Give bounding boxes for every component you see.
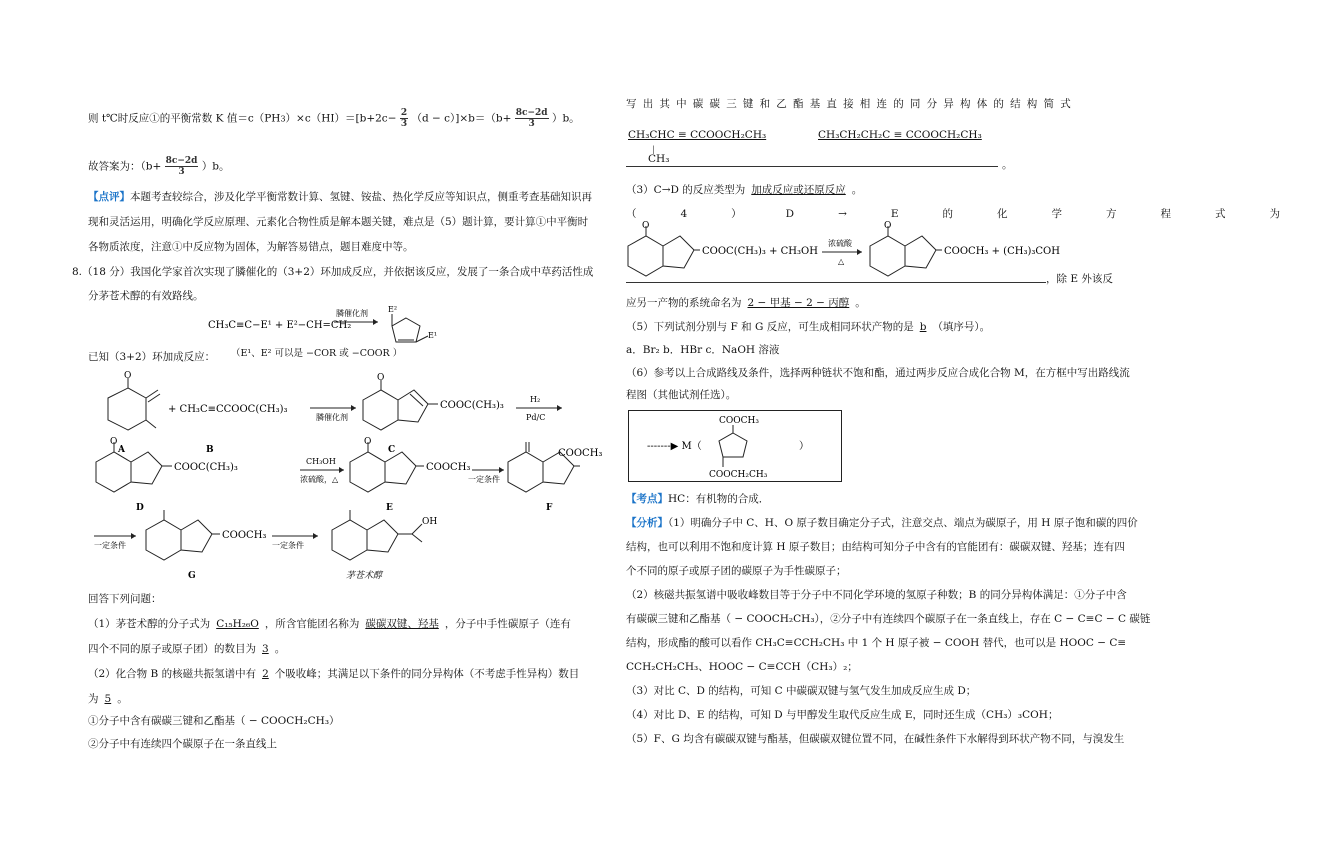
e2-label: E² [388, 305, 398, 314]
compound-d-ring5 [131, 452, 162, 484]
answer-functional-groups: 碳碳双键、羟基 [365, 618, 439, 630]
right-q6-line-2: 程图（其他试剂任选）。 [626, 389, 737, 401]
analysis-line-10: （5）F、G 均含有碳碳双键与酯基，但碳碳双键位置不同，在碱性条件下水解得到环状产物不同，与溴发生 [626, 733, 1125, 745]
question-8-line-2: 分茅苍术醇的有效路线。 [88, 290, 204, 302]
compound-c-ring5 [398, 390, 428, 422]
fraction-8c-2d: $\frac{8c-2d}{3}$ [515, 108, 548, 129]
arrow-head [313, 533, 318, 539]
compound-e-ring5 [385, 452, 416, 484]
isomer-2: CH₃CH₂CH₂C ≡ CCOOCH₂CH₃ [818, 129, 982, 141]
compound-c-ester: COOC(CH₃)₃ [440, 400, 504, 411]
answer-rule [626, 166, 998, 167]
answer-system-name: 2 − 甲基 − 2 − 丙醇 [747, 297, 850, 309]
answer-line: 故答案为：（b+ $\frac{8c-2d}{3}$ ）b。 [88, 156, 230, 177]
analysis-line-2: 结构，也可以利用不饱和度计算 H 原子数目；由结构可知分子中含有的官能团有：碳碳双键、羟基；连有四 [626, 541, 1125, 553]
eq-d-ring6 [628, 236, 663, 276]
label-e: E [386, 503, 393, 513]
compound-e-ester: COOCH₃ [426, 462, 471, 473]
methanol-label: CH₃OH [306, 457, 336, 466]
h2-label: H₂ [530, 395, 541, 404]
analysis-line-5: 有碳碳三键和乙酯基（ − COOCH₂CH₃），②分子中有连续四个碳原子在一条直线上，存在 C − C≡C − C 碳链 [626, 613, 1151, 625]
answer-period: 。 [1002, 159, 1013, 171]
answer-2-line-1: （2）化合物 B 的核磁共振氢谱中有 2 个吸收峰；其满足以下条件的同分异构体（不考虑手性异构）数目 [88, 668, 580, 680]
compound-d-ester: COOC(CH₃)₃ [174, 462, 238, 473]
eq-d-ring5 [663, 236, 694, 268]
route-answer-box[interactable] [628, 410, 842, 482]
compound-d-ring6 [96, 452, 131, 492]
right-q5-options: a．Br₂ b．HBr c．NaOH 溶液 [626, 344, 780, 356]
answer-2-line-2: 为 5 。 [88, 693, 128, 705]
compound-m-structure [629, 411, 841, 481]
compound-c-ring6 [363, 390, 398, 430]
box-m-label: -------▶ M（ [647, 441, 702, 452]
answer-nmr-peaks: 2 [262, 668, 269, 680]
final-ring5 [367, 520, 398, 552]
equation-products: COOCH₃ + (CH₃)₃COH [944, 246, 1060, 257]
eq-e-ring5 [905, 236, 936, 268]
label-f: F [546, 503, 553, 513]
compound-g-ring5 [181, 520, 212, 552]
box-ester-top: COOCH₃ [719, 416, 759, 426]
oxygen-a: O [124, 371, 132, 381]
arrow-head [499, 467, 504, 473]
condition-1: ①分子中含有碳碳三键和乙酯基（ − COOCH₂CH₃） [88, 715, 340, 727]
arrow-head [131, 533, 136, 539]
final-ring6 [332, 520, 367, 560]
analysis-line-1: 【分析】（1）明确分子中 C、H、O 原子数目确定分子式，注意交点、端点为碳原子，用 H 原子饱和碳的四价 [626, 517, 1138, 529]
oxygen-c: O [377, 373, 385, 383]
arrow-head [557, 405, 562, 411]
equilibrium-line: 则 t℃时反应①的平衡常数 K 值＝c（PH3）×c（HI）＝[b+2c− $\frac{2}{3}$ （d − c）]×b＝（b+ $\frac{8c-2d}{3}$ ）b。 [88, 108, 580, 129]
analysis-line-8: （3）对比 C、D 的结构，可知 C 中碳碳双键与氢气发生加成反应生成 D； [626, 685, 977, 697]
answer-reagent: b [919, 321, 927, 333]
right-q4-tail: ，除 E 外该反 [1046, 273, 1113, 285]
key-point-tag: 【考点】 [626, 493, 668, 505]
compound-b-formula: + CH₃C≡CCOOC(CH₃)₃ [168, 404, 288, 415]
c-double-bond [410, 394, 423, 406]
isomer-1: CH₃CHC ≡ CCOOCH₂CH₃ [628, 129, 767, 141]
final-product-label: 茅苍术醇 [346, 571, 383, 581]
equation-reactants: COOC(CH₃)₃ + CH₃OH [702, 246, 818, 257]
e-note: （E¹、E² 可以是 −COR 或 −COOR ） [231, 348, 403, 359]
box-ester-bottom: COOCH₂CH₃ [709, 470, 768, 480]
acid-label: 浓硫酸，△ [300, 475, 339, 484]
answer-formula: C₁₅H₂₆O [216, 618, 259, 630]
label-b: B [206, 445, 214, 455]
arrow-head [351, 405, 356, 411]
equation-heat: △ [838, 257, 845, 266]
compound-f-ring6 [508, 452, 543, 492]
right-q3: （3）C→D 的反应类型为 加成反应或还原反应 。 [626, 184, 863, 196]
review-tag: 【点评】 [88, 191, 130, 203]
equation-rule [626, 282, 1046, 283]
right-q4-naming: 应另一产物的系统命名为 2 − 甲基 − 2 − 丙醇 。 [626, 297, 866, 309]
compound-e-ring6 [350, 452, 385, 492]
label-g: G [188, 571, 196, 581]
eq-d-oxygen: O [642, 221, 650, 231]
final-oh-bond [412, 524, 422, 534]
pdc-label: Pd/C [526, 413, 546, 422]
methyl-a [146, 420, 156, 428]
synthesis-row-2 [88, 437, 608, 515]
condition-2: ②分子中有连续四个碳原子在一条直线上 [88, 738, 277, 750]
arrow-head [857, 249, 862, 255]
box-cyclopentane [719, 433, 747, 457]
arrow-head [339, 467, 344, 473]
arrow-head [373, 319, 378, 325]
condition-label-fg: 一定条件 [94, 541, 126, 550]
compound-a-ring [108, 388, 146, 430]
synthesis-row-3 [88, 508, 608, 588]
eq-e-ring6 [870, 236, 905, 276]
general-reactants: CH₃C≡C−E¹ + E²−CH=CH₂ [208, 320, 352, 331]
analysis-line-7: CCH₂CH₂CH₃、HOOC − C≡CCH（CH₃）₂； [626, 661, 858, 673]
known-label: 已知（3+2）环加成反应： [88, 351, 216, 363]
compound-g-ester: COOCH₃ [222, 530, 267, 541]
analysis-line-4: （2）核磁共振氢谱中吸收峰数目等于分子中不同化学环境的氢原子种数；B 的同分异构体满足：①分子中含 [626, 589, 1127, 601]
final-me-bond [412, 534, 422, 542]
compound-f-ester: COOCH₃ [558, 448, 603, 459]
fraction-2-3: $\frac{2}{3}$ [400, 108, 408, 129]
box-close-paren: ） [799, 441, 809, 452]
answer-intro: 回答下列问题： [88, 593, 162, 605]
analysis-tag: 【分析】 [626, 517, 668, 529]
answer-1-line-1: （1）茅苍术醇的分子式为 C₁₅H₂₆O ，所含官能团名称为 碳碳双键、羟基 ，分子中手性碳原子（连有 [88, 618, 571, 630]
hydroxyl-label: OH [422, 517, 438, 527]
review-line-3: 各物质浓度，注意①中反应物为固体，为解答易错点，题目难度中等。 [88, 241, 414, 253]
right-line-1: 写出其中碳碳三键和乙酯基直接相连的同分异构体的结构简式 [626, 98, 1077, 110]
eq-e-oxygen: O [884, 221, 892, 231]
condition-label: 一定条件 [468, 475, 500, 484]
equation-catalyst: 浓硫酸 [828, 239, 852, 248]
answer-isomer-count: 5 [104, 693, 112, 705]
question-8-line-1: 8.（18 分）我国化学家首次实现了膦催化的（3+2）环加成反应，并依据该反应，发展了一条合成中草药活性成 [72, 266, 594, 278]
label-c: C [388, 445, 396, 455]
right-q5: （5）下列试剂分别与 F 和 G 反应，可生成相同环状产物的是 b （填序号）。 [626, 321, 991, 333]
bond-e1 [416, 336, 428, 342]
catalyst-label-2: 膦催化剂 [316, 413, 348, 422]
analysis-line-9: （4）对比 D、E 的结构，可知 D 与甲醇发生取代反应生成 E，同时还生成（CH₃）₃COH； [626, 709, 1059, 721]
right-q4: （4）D→E的化学方程式为 [626, 208, 1324, 220]
key-point-line: 【考点】HC：有机物的合成． [626, 493, 770, 505]
review-line-2: 现和灵活运用，明确化学反应原理、元素化合物性质是解本题关键，难点是（5）题计算，要计算①中平衡时 [88, 216, 589, 228]
condition-label-2: 一定条件 [272, 541, 304, 550]
answer-reaction-type: 加成反应或还原反应 [751, 184, 846, 196]
oxygen-d: O [110, 437, 118, 447]
phosphine-catalyst-label: 膦催化剂 [336, 309, 368, 318]
review-line-1: 【点评】本题考查较综合，涉及化学平衡常数计算、氢键、铵盐、热化学反应等知识点，侧重考查基础知识再 [88, 191, 592, 203]
oxygen-e: O [364, 437, 372, 447]
label-d: D [136, 503, 144, 513]
compound-g-ring6 [146, 520, 181, 560]
isomer-1-branch-bond: | [652, 145, 655, 154]
analysis-line-6: 结构，形成酯的酸可以看作 CH₃C≡CCH₂CH₃ 中 1 个 H 原子被 − COOH 替代，也可以是 HOOC − C≡ [626, 637, 1127, 649]
label-a: A [118, 445, 125, 455]
e1-label: E¹ [428, 331, 438, 340]
right-q6-line-1: （6）参考以上合成路线及条件，选择两种链状不饱和酯，通过两步反应合成化合物 M，在方框中写出路线流 [626, 367, 1130, 379]
fraction-8c-2d-answer: $\frac{8c-2d}{3}$ [165, 156, 198, 177]
isomer-1-methyl: CH₃ [648, 153, 670, 165]
analysis-line-3: 个不同的原子或原子团的碳原子为手性碳原子； [626, 565, 847, 577]
cyclopentene-ring [392, 318, 420, 342]
answer-1-line-2: 四个不同的原子或原子团）的数目为 3 。 [88, 643, 286, 655]
answer-chiral-count: 3 [262, 643, 269, 655]
